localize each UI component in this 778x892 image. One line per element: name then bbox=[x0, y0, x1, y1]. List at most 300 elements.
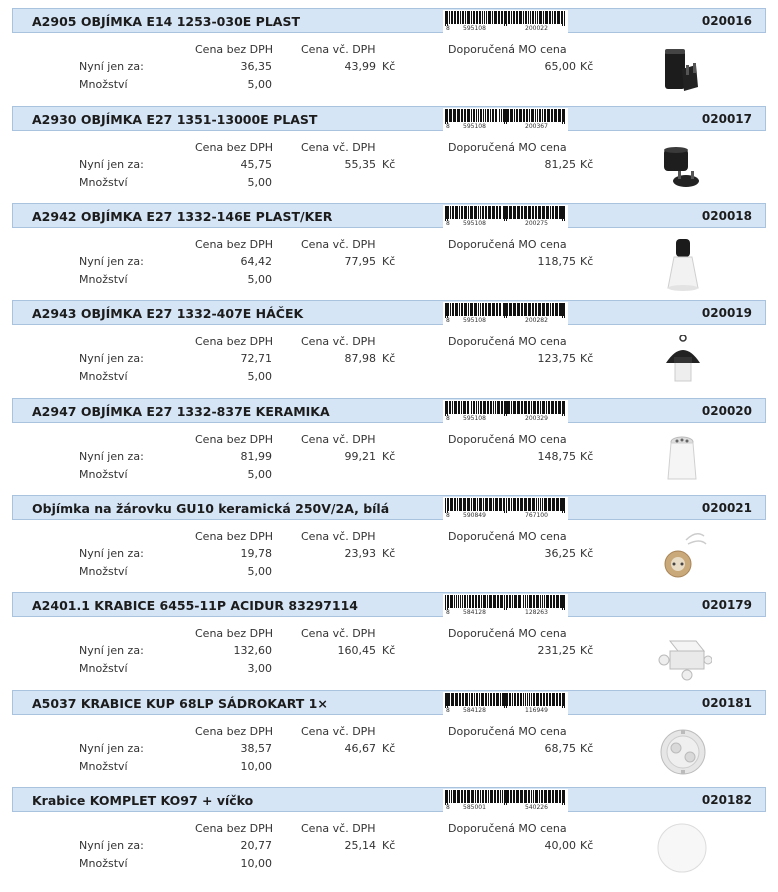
barcode-bar bbox=[536, 595, 539, 608]
recommended-price-label: Doporučená MO cena bbox=[448, 238, 567, 251]
barcode-digit-prefix: 8 bbox=[446, 220, 450, 227]
barcode-bar bbox=[490, 693, 492, 706]
barcode-guard-bar bbox=[506, 693, 507, 708]
barcode-bar bbox=[507, 401, 510, 414]
barcode bbox=[443, 692, 568, 715]
barcode-digits-left: 595108 bbox=[463, 317, 486, 324]
price-vat-value: 23,93 bbox=[344, 547, 376, 560]
barcode-bar bbox=[547, 109, 550, 122]
barcode-bar bbox=[492, 11, 493, 24]
price-vat-value: 25,14 bbox=[344, 839, 376, 852]
barcode-bar bbox=[499, 206, 501, 219]
product-code: 020021 bbox=[701, 501, 752, 515]
barcode-bar bbox=[539, 11, 542, 24]
price-no-vat-label: Cena bez DPH bbox=[195, 530, 274, 543]
barcode bbox=[443, 400, 568, 423]
barcode-bar bbox=[449, 109, 452, 122]
barcode-bar bbox=[542, 206, 545, 219]
barcode-bar bbox=[482, 790, 484, 803]
product-header bbox=[12, 690, 766, 715]
barcode-bar bbox=[460, 595, 461, 608]
recommended-currency: Kč bbox=[580, 352, 594, 365]
barcode-bar bbox=[465, 693, 468, 706]
barcode-bar bbox=[476, 11, 478, 24]
barcode-digits-right: 200367 bbox=[525, 123, 548, 130]
barcode-bar bbox=[519, 11, 522, 24]
barcode-guard-bar bbox=[504, 303, 505, 318]
quantity-label: Množství bbox=[79, 370, 128, 383]
recommended-price-value: 231,25 bbox=[537, 644, 576, 657]
recommended-price-value: 118,75 bbox=[537, 255, 576, 268]
barcode-bar bbox=[513, 303, 516, 316]
barcode-bar bbox=[450, 498, 453, 511]
barcode-bar bbox=[520, 693, 522, 706]
barcode-bar bbox=[523, 11, 524, 24]
product-item bbox=[12, 203, 766, 293]
barcode-bar bbox=[497, 790, 499, 803]
barcode-bar bbox=[552, 11, 553, 24]
quantity-value: 5,00 bbox=[247, 468, 272, 481]
barcode-bar bbox=[493, 401, 494, 414]
barcode-bar bbox=[488, 11, 491, 24]
barcode-bar bbox=[513, 401, 516, 414]
quantity-value: 10,00 bbox=[240, 857, 272, 870]
barcode-bar bbox=[470, 303, 473, 316]
barcode-bar bbox=[457, 790, 460, 803]
price-vat-currency: Kč bbox=[382, 60, 396, 73]
barcode-bar bbox=[531, 790, 532, 803]
barcode-guard-bar bbox=[562, 303, 563, 318]
barcode-guard-bar bbox=[447, 693, 448, 708]
barcode-bar bbox=[523, 109, 525, 122]
gu10-socket-image bbox=[652, 530, 712, 585]
recommended-price-value: 148,75 bbox=[537, 450, 576, 463]
barcode-bar bbox=[514, 595, 517, 608]
price-vat-value: 43,99 bbox=[344, 60, 376, 73]
price-vat-value: 77,95 bbox=[344, 255, 376, 268]
barcode-bar bbox=[497, 595, 499, 608]
barcode-bar bbox=[528, 401, 530, 414]
barcode-bar bbox=[528, 303, 531, 316]
barcode-bar bbox=[457, 11, 459, 24]
barcode-digit-prefix: 8 bbox=[446, 415, 450, 422]
barcode-guard-bar bbox=[445, 401, 446, 416]
barcode bbox=[443, 594, 568, 617]
barcode-bar bbox=[509, 206, 512, 219]
recommended-currency: Kč bbox=[580, 644, 594, 657]
price-vat-currency: Kč bbox=[382, 352, 396, 365]
barcode-bar bbox=[559, 790, 561, 803]
barcode-guard-bar bbox=[562, 498, 563, 513]
barcode-bar bbox=[540, 595, 541, 608]
product-item bbox=[12, 690, 766, 780]
barcode-bar bbox=[542, 303, 545, 316]
recommended-price-value: 68,75 bbox=[544, 742, 576, 755]
barcode-bar bbox=[485, 790, 487, 803]
barcode-bar bbox=[469, 595, 471, 608]
barcode-bar bbox=[471, 498, 472, 511]
barcode-bar bbox=[459, 693, 461, 706]
barcode-bar bbox=[448, 303, 449, 316]
product-code: 020179 bbox=[701, 598, 752, 612]
barcode-bar bbox=[556, 595, 559, 608]
barcode-bar bbox=[470, 206, 473, 219]
barcode-bar bbox=[500, 595, 503, 608]
now-only-label: Nyní jen za: bbox=[79, 742, 144, 755]
e27-plastic-socket-image bbox=[652, 141, 712, 196]
barcode-bars bbox=[443, 302, 568, 318]
product-item bbox=[12, 300, 766, 390]
barcode-bar bbox=[550, 303, 551, 316]
product-code: 020016 bbox=[701, 14, 752, 28]
barcode-bar bbox=[524, 498, 527, 511]
barcode-bar bbox=[464, 109, 466, 122]
barcode-bar bbox=[477, 790, 479, 803]
barcode-bar bbox=[467, 790, 470, 803]
barcode-bar bbox=[453, 109, 456, 122]
product-code: 020181 bbox=[701, 696, 752, 710]
barcode-bar bbox=[487, 109, 489, 122]
barcode-bar bbox=[535, 206, 537, 219]
barcode-bars bbox=[443, 497, 568, 513]
barcode-bar bbox=[478, 109, 479, 122]
barcode-bar bbox=[518, 595, 521, 608]
quantity-value: 3,00 bbox=[247, 662, 272, 675]
barcode-bar bbox=[513, 498, 516, 511]
barcode-guard-bar bbox=[506, 790, 507, 805]
barcode-bar bbox=[529, 693, 530, 706]
barcode-bar bbox=[455, 693, 458, 706]
quantity-label: Množství bbox=[79, 176, 128, 189]
barcode-bar bbox=[461, 401, 462, 414]
barcode-bar bbox=[502, 693, 504, 706]
e14-socket-image bbox=[652, 43, 712, 98]
barcode-bar bbox=[554, 11, 556, 24]
barcode-digit-prefix: 8 bbox=[446, 512, 450, 519]
barcode-digits-left: 590849 bbox=[463, 512, 486, 519]
price-vat-value: 99,21 bbox=[344, 450, 376, 463]
price-vat-currency: Kč bbox=[382, 742, 396, 755]
price-vat-currency: Kč bbox=[382, 839, 396, 852]
barcode-bar bbox=[551, 401, 554, 414]
barcode-bar bbox=[500, 790, 501, 803]
barcode-bar bbox=[543, 11, 544, 24]
barcode-bar bbox=[496, 206, 498, 219]
barcode-bar bbox=[488, 790, 489, 803]
barcode-bar bbox=[457, 498, 458, 511]
barcode-bar bbox=[548, 401, 550, 414]
now-only-label: Nyní jen za: bbox=[79, 158, 144, 171]
price-vat-label: Cena vč. DPH bbox=[301, 433, 376, 446]
price-vat-value: 46,67 bbox=[344, 742, 376, 755]
barcode-bar bbox=[496, 303, 498, 316]
barcode-bar bbox=[559, 206, 562, 219]
product-code: 020020 bbox=[701, 404, 752, 418]
price-no-vat-label: Cena bez DPH bbox=[195, 433, 274, 446]
product-item bbox=[12, 495, 766, 585]
barcode-bar bbox=[473, 11, 475, 24]
barcode-bar bbox=[448, 206, 449, 219]
barcode-bar bbox=[501, 11, 503, 24]
barcode-bar bbox=[456, 595, 457, 608]
barcode bbox=[443, 10, 568, 33]
barcode-bar bbox=[453, 790, 456, 803]
price-no-vat-label: Cena bez DPH bbox=[195, 238, 274, 251]
barcode-bar bbox=[511, 498, 512, 511]
barcode-guard-bar bbox=[506, 401, 507, 416]
barcode-bar bbox=[550, 595, 552, 608]
barcode-guard-bar bbox=[504, 693, 505, 708]
price-vat-label: Cena vč. DPH bbox=[301, 822, 376, 835]
barcode-bar bbox=[490, 401, 492, 414]
barcode-guard-bar bbox=[447, 401, 448, 416]
barcode-bar bbox=[492, 303, 495, 316]
barcode-bar bbox=[516, 109, 518, 122]
barcode-bar bbox=[531, 401, 532, 414]
barcode-bar bbox=[464, 595, 466, 608]
barcode-bar bbox=[476, 693, 478, 706]
now-only-label: Nyní jen za: bbox=[79, 547, 144, 560]
barcode-bar bbox=[560, 498, 562, 511]
barcode-bar bbox=[508, 498, 510, 511]
recommended-price-label: Doporučená MO cena bbox=[448, 627, 567, 640]
barcode-bar bbox=[458, 401, 460, 414]
barcode-bar bbox=[555, 303, 558, 316]
barcode-bar bbox=[521, 401, 523, 414]
barcode-bar bbox=[475, 595, 477, 608]
barcode-bar bbox=[467, 401, 469, 414]
barcode-bar bbox=[520, 790, 523, 803]
barcode-bar bbox=[517, 401, 520, 414]
barcode bbox=[443, 108, 568, 131]
barcode-bar bbox=[502, 790, 503, 803]
barcode-bar bbox=[467, 109, 470, 122]
barcode-guard-bar bbox=[447, 595, 448, 610]
recommended-price-label: Doporučená MO cena bbox=[448, 335, 567, 348]
product-code: 020018 bbox=[701, 209, 752, 223]
now-only-label: Nyní jen za: bbox=[79, 644, 144, 657]
barcode-bar bbox=[499, 498, 502, 511]
barcode-bar bbox=[537, 109, 538, 122]
barcode-guard-bar bbox=[506, 303, 507, 318]
price-no-vat-value: 38,57 bbox=[240, 742, 272, 755]
product-header bbox=[12, 8, 766, 33]
recommended-price-label: Doporučená MO cena bbox=[448, 822, 567, 835]
barcode-digits-left: 595108 bbox=[463, 220, 486, 227]
barcode-digits-right: 200022 bbox=[525, 25, 548, 32]
barcode-bar bbox=[497, 401, 500, 414]
barcode-bar bbox=[538, 303, 541, 316]
barcode-bar bbox=[468, 303, 469, 316]
barcode-bar bbox=[485, 303, 487, 316]
barcode-bar bbox=[452, 401, 453, 414]
barcode-bar bbox=[546, 401, 547, 414]
barcode-bar bbox=[546, 595, 549, 608]
price-vat-currency: Kč bbox=[382, 644, 396, 657]
quantity-value: 5,00 bbox=[247, 273, 272, 286]
barcode-bar bbox=[545, 11, 548, 24]
barcode-guard-bar bbox=[506, 595, 507, 610]
barcode-bar bbox=[533, 595, 535, 608]
barcode-bar bbox=[495, 401, 496, 414]
barcode-bars bbox=[443, 205, 568, 221]
barcode-bar bbox=[454, 401, 457, 414]
now-only-label: Nyní jen za: bbox=[79, 450, 144, 463]
barcode-bar bbox=[529, 109, 530, 122]
barcode-bar bbox=[541, 790, 543, 803]
quantity-label: Množství bbox=[79, 565, 128, 578]
barcode-bar bbox=[517, 498, 519, 511]
barcode-bar bbox=[549, 693, 551, 706]
price-vat-currency: Kč bbox=[382, 547, 396, 560]
barcode-digits-right: 540226 bbox=[525, 804, 548, 811]
barcode-bar bbox=[464, 206, 467, 219]
barcode-bar bbox=[489, 498, 492, 511]
barcode-bar bbox=[544, 790, 547, 803]
barcode-bar bbox=[484, 11, 485, 24]
barcode-bar bbox=[513, 11, 515, 24]
barcode-guard-bar bbox=[564, 595, 565, 610]
recommended-price-label: Doporučená MO cena bbox=[448, 433, 567, 446]
barcode-bar bbox=[539, 109, 541, 122]
barcode-guard-bar bbox=[504, 109, 505, 124]
barcode-bar bbox=[454, 11, 456, 24]
product-header bbox=[12, 787, 766, 812]
barcode-guard-bar bbox=[562, 206, 563, 221]
barcode-bar bbox=[527, 595, 528, 608]
barcode-bars bbox=[443, 108, 568, 124]
barcode-bar bbox=[516, 11, 518, 24]
barcode-bar bbox=[532, 303, 534, 316]
barcode-bar bbox=[452, 206, 454, 219]
barcode-bar bbox=[509, 303, 512, 316]
barcode-guard-bar bbox=[506, 109, 507, 124]
product-header bbox=[12, 300, 766, 325]
barcode-bar bbox=[494, 790, 496, 803]
recommended-currency: Kč bbox=[580, 255, 594, 268]
barcode-bar bbox=[537, 11, 538, 24]
product-name: A2947 OBJÍMKA E27 1332-837E KERAMIKA bbox=[32, 404, 330, 419]
barcode-bar bbox=[471, 693, 473, 706]
barcode-bar bbox=[538, 206, 541, 219]
barcode-bar bbox=[531, 109, 534, 122]
barcode-bars bbox=[443, 692, 568, 708]
product-code: 020019 bbox=[701, 306, 752, 320]
barcode-bar bbox=[552, 303, 554, 316]
barcode-bar bbox=[480, 303, 481, 316]
product-name: Krabice KOMPLET KO97 + víčko bbox=[32, 793, 254, 808]
barcode-bar bbox=[499, 109, 500, 122]
barcode-guard-bar bbox=[562, 11, 563, 26]
barcode-bar bbox=[514, 693, 516, 706]
barcode-bar bbox=[539, 790, 540, 803]
barcode-bar bbox=[489, 595, 492, 608]
barcode-bar bbox=[517, 693, 519, 706]
barcode-bar bbox=[490, 109, 491, 122]
barcode-bar bbox=[461, 109, 463, 122]
product-header bbox=[12, 203, 766, 228]
barcode-bar bbox=[448, 693, 450, 706]
recommended-currency: Kč bbox=[580, 547, 594, 560]
barcode-bar bbox=[492, 109, 494, 122]
barcode-bar bbox=[556, 693, 558, 706]
barcode-bar bbox=[455, 206, 458, 219]
barcode-bar bbox=[462, 693, 464, 706]
price-no-vat-label: Cena bez DPH bbox=[195, 335, 274, 348]
drywall-box-image bbox=[652, 725, 712, 780]
price-no-vat-label: Cena bez DPH bbox=[195, 43, 274, 56]
barcode-guard-bar bbox=[506, 11, 507, 26]
barcode-bar bbox=[521, 206, 523, 219]
barcode-bar bbox=[449, 11, 450, 24]
barcode-guard-bar bbox=[445, 693, 446, 708]
product-name: A5037 KRABICE KUP 68LP SÁDROKART 1× bbox=[32, 696, 328, 711]
price-no-vat-value: 72,71 bbox=[240, 352, 272, 365]
barcode-bar bbox=[472, 595, 474, 608]
barcode-bar bbox=[542, 401, 545, 414]
barcode-bar bbox=[485, 693, 487, 706]
barcode-bar bbox=[521, 303, 523, 316]
product-name: A2930 OBJÍMKA E27 1351-13000E PLAST bbox=[32, 112, 318, 127]
price-vat-value: 160,45 bbox=[337, 644, 376, 657]
barcode-guard-bar bbox=[447, 206, 448, 221]
price-no-vat-value: 19,78 bbox=[240, 547, 272, 560]
barcode-bar bbox=[532, 11, 534, 24]
recommended-price-value: 36,25 bbox=[544, 547, 576, 560]
barcode-bar bbox=[501, 401, 503, 414]
e27-ceramic-socket-image bbox=[652, 433, 712, 488]
barcode-bar bbox=[461, 303, 463, 316]
barcode-digits-right: 116949 bbox=[525, 707, 548, 714]
product-code: 020182 bbox=[701, 793, 752, 807]
barcode-bar bbox=[546, 303, 549, 316]
barcode-bar bbox=[555, 206, 558, 219]
recommended-price-label: Doporučená MO cena bbox=[448, 43, 567, 56]
barcode-bar bbox=[537, 401, 539, 414]
barcode-bar bbox=[523, 595, 524, 608]
barcode-bar bbox=[494, 11, 497, 24]
price-vat-label: Cena vč. DPH bbox=[301, 141, 376, 154]
product-item bbox=[12, 592, 766, 682]
barcode-guard-bar bbox=[564, 401, 565, 416]
barcode-guard-bar bbox=[562, 401, 563, 416]
barcode-bar bbox=[461, 790, 463, 803]
barcode-bar bbox=[535, 303, 537, 316]
barcode-bars bbox=[443, 789, 568, 805]
now-only-label: Nyní jen za: bbox=[79, 352, 144, 365]
barcode-digits-left: 584128 bbox=[463, 609, 486, 616]
barcode-guard-bar bbox=[564, 109, 565, 124]
quantity-value: 5,00 bbox=[247, 78, 272, 91]
barcode-bar bbox=[495, 498, 498, 511]
barcode-bar bbox=[533, 401, 536, 414]
barcode-bar bbox=[478, 595, 480, 608]
barcode-bar bbox=[481, 595, 482, 608]
barcode-digits-left: 585001 bbox=[463, 804, 486, 811]
barcode-bar bbox=[498, 11, 500, 24]
product-item bbox=[12, 8, 766, 98]
barcode-bar bbox=[488, 206, 491, 219]
price-vat-label: Cena vč. DPH bbox=[301, 335, 376, 348]
barcode-guard-bar bbox=[506, 206, 507, 221]
barcode-bar bbox=[550, 206, 551, 219]
barcode-guard-bar bbox=[447, 498, 448, 513]
barcode-bar bbox=[558, 109, 561, 122]
barcode-bar bbox=[486, 11, 487, 24]
barcode-bar bbox=[457, 109, 460, 122]
barcode-bar bbox=[464, 790, 466, 803]
price-no-vat-value: 81,99 bbox=[240, 450, 272, 463]
